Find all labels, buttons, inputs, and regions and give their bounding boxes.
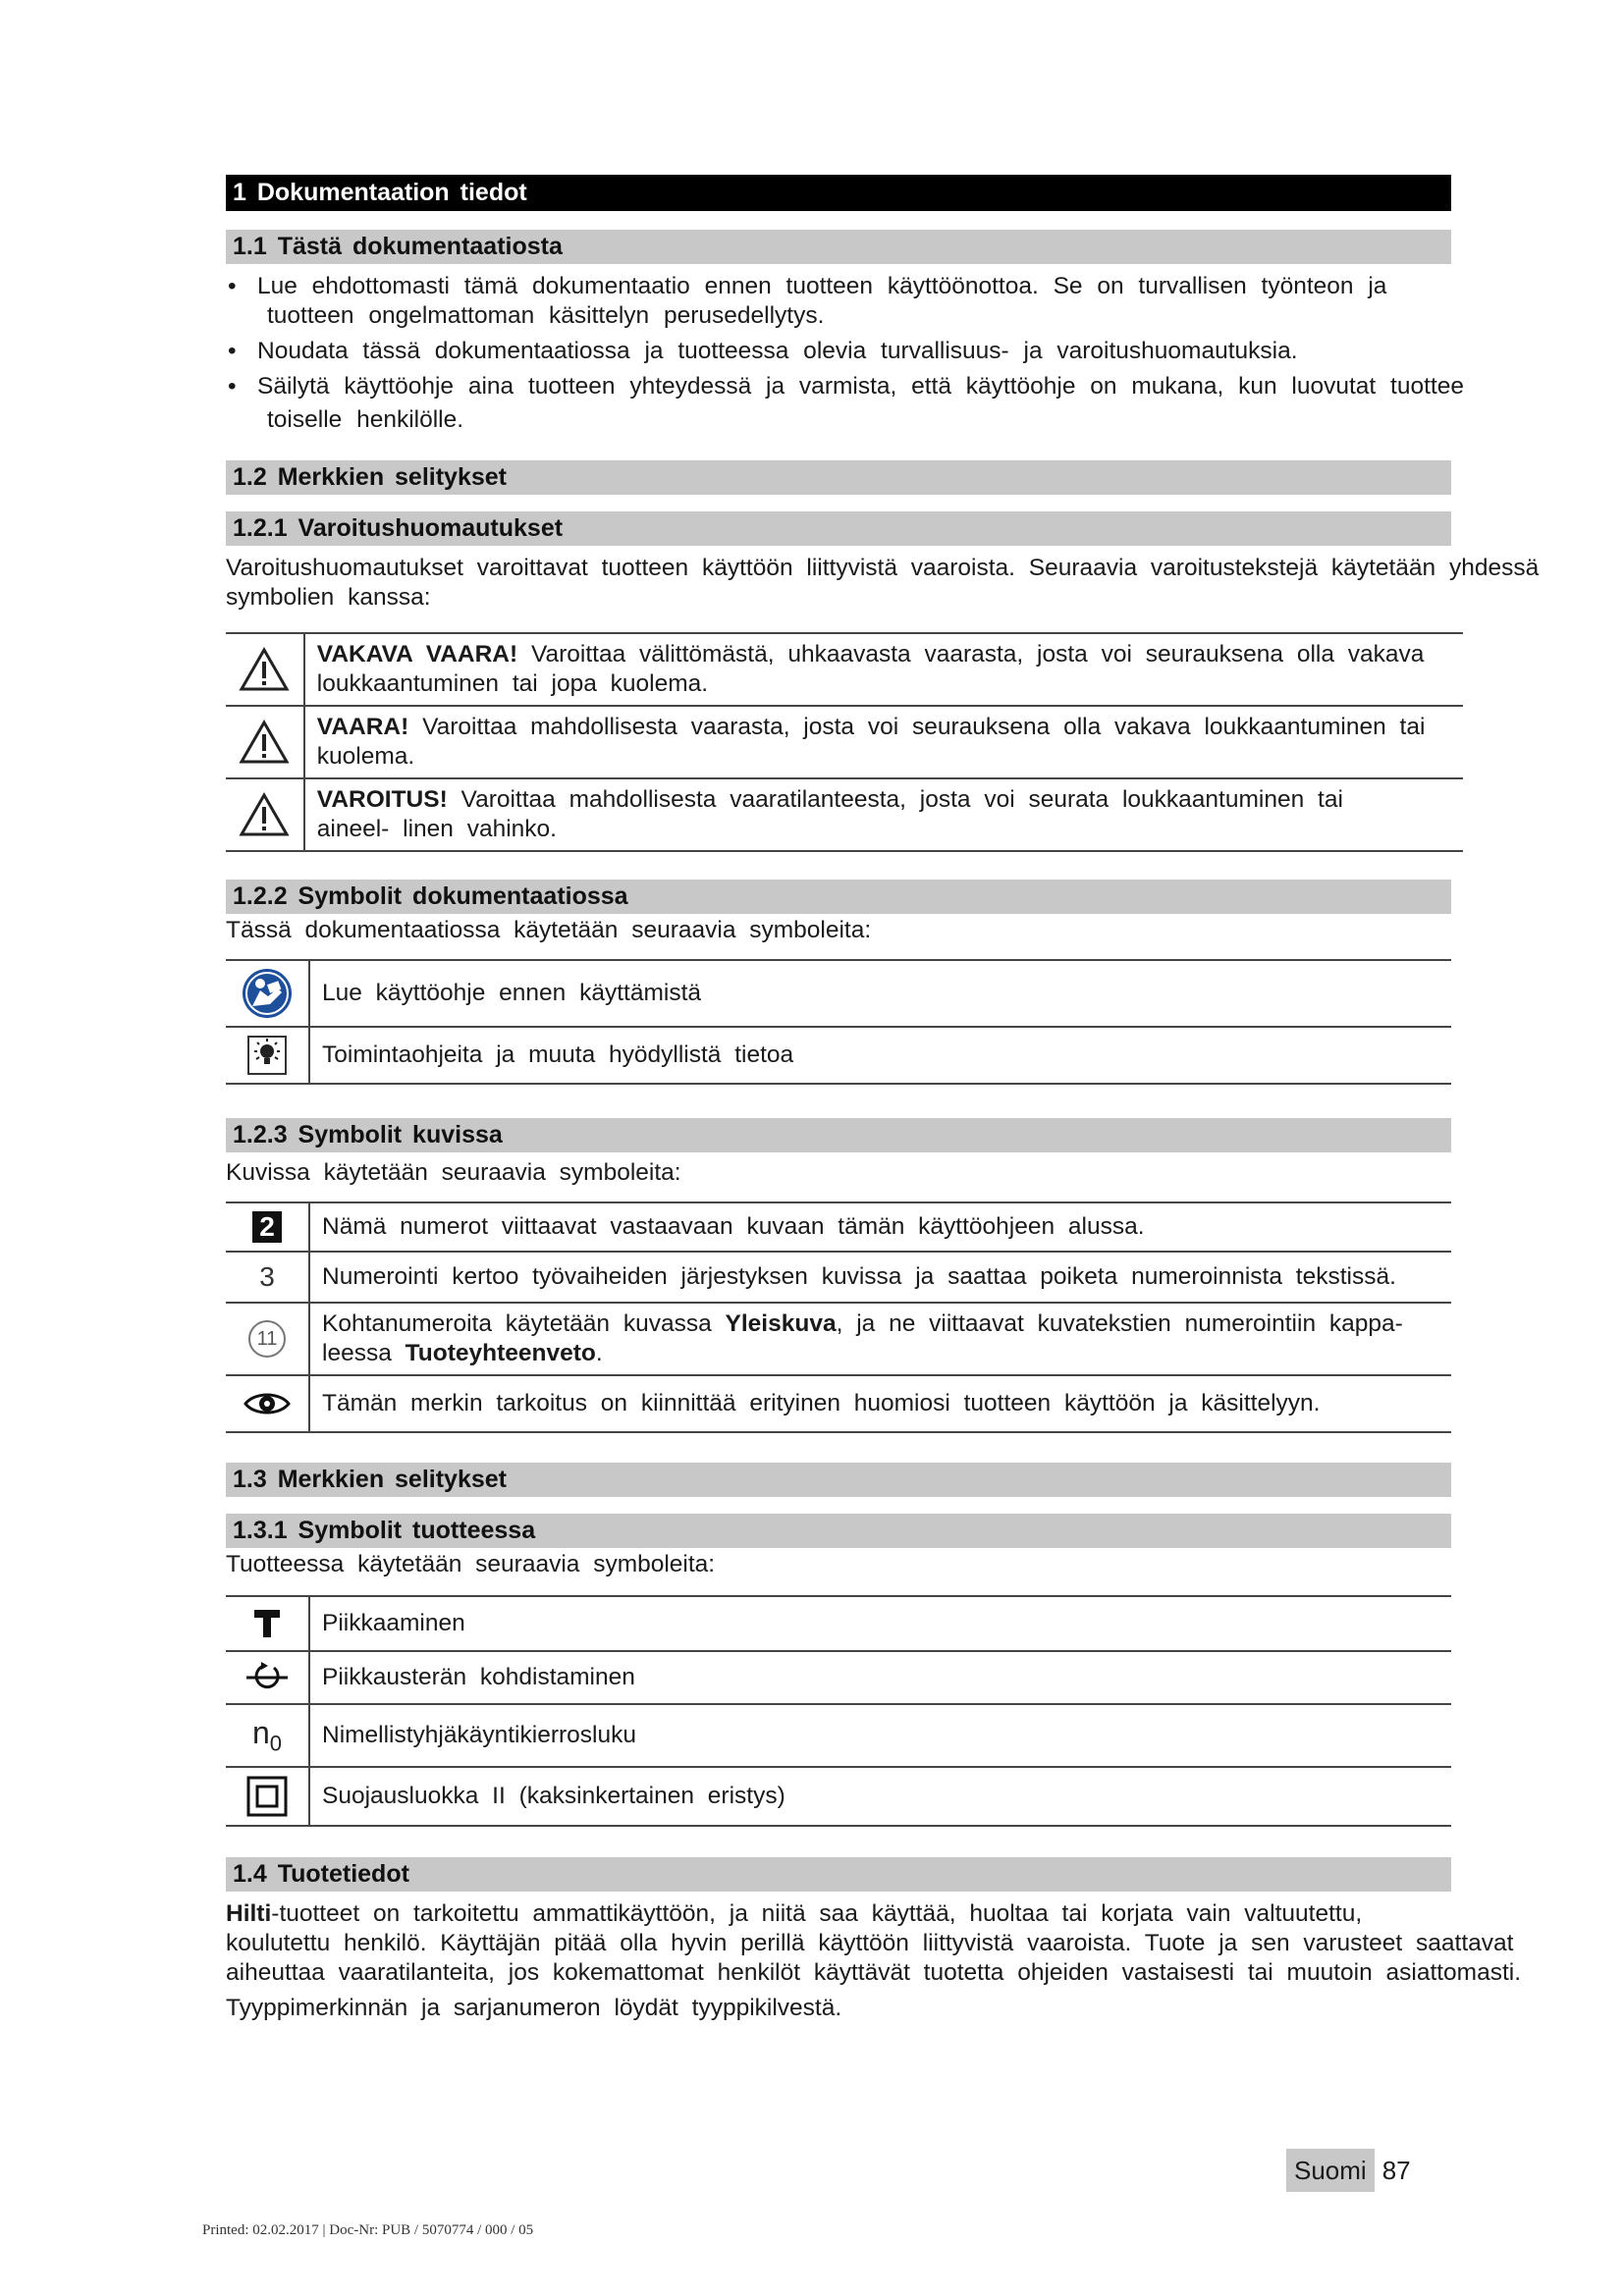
table-row (226, 778, 1463, 851)
bullet-text: Noudata tässä dokumentaatiossa ja tuotteessa olevia turvallisuus- ja varoitushuomautuksia. (257, 338, 1298, 364)
table-row (226, 633, 1463, 706)
brand-name: Hilti (226, 1900, 272, 1927)
bullet-item (226, 337, 1622, 366)
section-1-heading: 1 Dokumentaation tiedot (226, 175, 1451, 211)
doc-symbols-table (226, 959, 1451, 1085)
page-footer (1286, 2149, 1411, 2192)
table-row (226, 1596, 1451, 1651)
warning-text: Varoittaa välittömästä, uhkaavasta vaarasta, josta voi seurauksena olla vakava loukkaantuminen tai jopa kuolema. (316, 641, 1425, 697)
product-symbols-intro: Tuotteessa käytetään seuraavia symboleita: (226, 1551, 716, 1577)
cell-text: Kohtanumeroita käytetään kuvassa (322, 1310, 726, 1337)
bullet-text-continuation: toiselle henkilölle. (267, 406, 464, 433)
product-symbols-table (226, 1595, 1451, 1827)
table-row (226, 1202, 1451, 1252)
warning-text: Varoittaa mahdollisesta vaarasta, josta voi seurauksena olla vakava loukkaantuminen tai kuolema. (316, 714, 1426, 770)
section-1-3-heading: 1.3 Merkkien selitykset (226, 1463, 1451, 1497)
table-row (226, 706, 1463, 778)
table-cell: Tämän merkin tarkoitus on kiinnittää erityinen huomiosi tuotteen käyttöön ja käsittelyyn. (309, 1375, 1451, 1432)
table-row (226, 960, 1451, 1027)
print-info: Printed: 02.02.2017 | Doc-Nr: PUB / 5070774 / 000 / 05 (202, 2222, 534, 2238)
paragraph-text: koulutettu henkilö. Käyttäjän pitää olla hyvin perillä käyttöön liittyvistä vaaroista. Tuote ja sen varusteet saattavat aiheuttaa vaaratilanteita, jos kokemattomat henkilöt käyttävät tuotetta ohjeiden vastaisesti tai muutoin asiattomasti. (226, 1930, 1522, 1986)
bullet-item (226, 272, 1622, 331)
table-row (226, 1252, 1451, 1303)
step-number-glyph: 3 (259, 1261, 275, 1292)
bullet-text: Lue ehdottomasti tämä dokumentaatio ennen tuotteen käyttöönottoa. Se on turvallisen työnteon ja (257, 273, 1387, 299)
table-cell (309, 1303, 1451, 1375)
item-number-icon (226, 1303, 309, 1375)
table-row (226, 1651, 1451, 1704)
read-manual-icon (226, 960, 309, 1027)
warning-level: VAKAVA VAARA! (316, 641, 518, 667)
table-cell: Numerointi kertoo työvaiheiden järjestyksen kuvissa ja saattaa poiketa numeroinnista tekstissä. (309, 1252, 1451, 1303)
no-load-speed-icon (226, 1704, 309, 1767)
figure-symbols-intro: Kuvissa käytetään seuraavia symboleita: (226, 1159, 681, 1186)
page-number: 87 (1381, 2156, 1411, 2185)
item-number-glyph: 11 (248, 1320, 286, 1358)
warning-triangle-icon (226, 778, 304, 851)
warning-triangle-icon (226, 633, 304, 706)
bullet-text: Säilytä käyttöohje aina tuotteen yhteydessä ja varmista, että käyttöohje on mukana, kun luovutat tuottee (257, 373, 1464, 400)
table-cell: Nämä numerot viittaavat vastaavaan kuvaan tämän käyttöohjeen alussa. (309, 1202, 1451, 1252)
cell-bold-text: Yleiskuva (725, 1310, 837, 1337)
table-cell: Toimintaohjeita ja muuta hyödyllistä tietoa (309, 1027, 1451, 1084)
section-1-4-heading: 1.4 Tuotetiedot (226, 1857, 1451, 1892)
document-page (226, 175, 1540, 2023)
bullet-item (226, 372, 1622, 435)
section-1-3-1-heading: 1.3.1 Symbolit tuotteessa (226, 1514, 1451, 1548)
chiseling-icon (226, 1596, 309, 1651)
cell-bold-text: Tuoteyhteenveto (405, 1340, 596, 1366)
chisel-positioning-icon (226, 1651, 309, 1704)
no-load-speed-glyph: $n_0$ (251, 1714, 283, 1756)
section-1-2-3-heading: 1.2.3 Symbolit kuvissa (226, 1118, 1451, 1152)
protection-class-ii-icon (226, 1767, 309, 1826)
table-row (226, 1767, 1451, 1826)
paragraph-text: -tuotteet on tarkoitettu ammattikäyttöön, ja niitä saa käyttää, huoltaa tai korjata vain valtuutettu, (271, 1900, 1363, 1927)
table-row (226, 1027, 1451, 1084)
table-cell: Lue käyttöohje ennen käyttämistä (309, 960, 1451, 1027)
section-1-1-heading: 1.1 Tästä dokumentaatiosta (226, 230, 1451, 264)
bullet-text-continuation: tuotteen ongelmattoman käsittelyn perusedellytys. (267, 302, 825, 329)
warning-level: VAARA! (316, 714, 409, 740)
table-cell: Nimellistyhjäkäyntikierrosluku (309, 1704, 1451, 1767)
table-cell: Piikkaaminen (309, 1596, 1451, 1651)
cell-text: , ja ne viittaavat kuvatekstien numerointiin kappa- leessa (322, 1310, 1403, 1366)
type-plate-paragraph: Tyyppimerkinnän ja sarjanumeron löydät tyyppikilvestä. (226, 1995, 842, 2021)
table-cell: Piikkausterän kohdistaminen (309, 1651, 1451, 1704)
table-row (226, 1704, 1451, 1767)
eye-icon (226, 1375, 309, 1432)
table-row (226, 1375, 1451, 1432)
figure-number-icon (226, 1202, 309, 1252)
info-lightbulb-icon (226, 1027, 309, 1084)
warnings-intro: Varoitushuomautukset varoittavat tuotteen käyttöön liittyvistä vaaroista. Seuraavia varoitustekstejä käytetään yhdessä symbolien kanssa: (226, 555, 1540, 611)
doc-symbols-intro: Tässä dokumentaatiossa käytetään seuraavia symboleita: (226, 917, 872, 943)
section-1-2-1-heading: 1.2.1 Varoitushuomautukset (226, 511, 1451, 546)
cell-text: . (595, 1340, 603, 1366)
figure-symbols-table (226, 1201, 1451, 1433)
figure-number-glyph: 2 (252, 1211, 282, 1243)
language-label: Suomi (1286, 2149, 1375, 2192)
step-number-icon (226, 1252, 309, 1303)
warning-level: VAROITUS! (316, 786, 448, 813)
product-info-paragraph (226, 1899, 1600, 1988)
section-1-2-2-heading: 1.2.2 Symbolit dokumentaatiossa (226, 880, 1451, 914)
warning-table (226, 632, 1463, 852)
table-cell: Suojausluokka II (kaksinkertainen eristys) (309, 1767, 1451, 1826)
warning-triangle-icon (226, 706, 304, 778)
warning-text: Varoittaa mahdollisesta vaaratilanteesta, josta voi seurata loukkaantuminen tai aineel- linen vahinko. (316, 786, 1343, 842)
section-1-2-heading: 1.2 Merkkien selitykset (226, 460, 1451, 495)
table-row (226, 1303, 1451, 1375)
